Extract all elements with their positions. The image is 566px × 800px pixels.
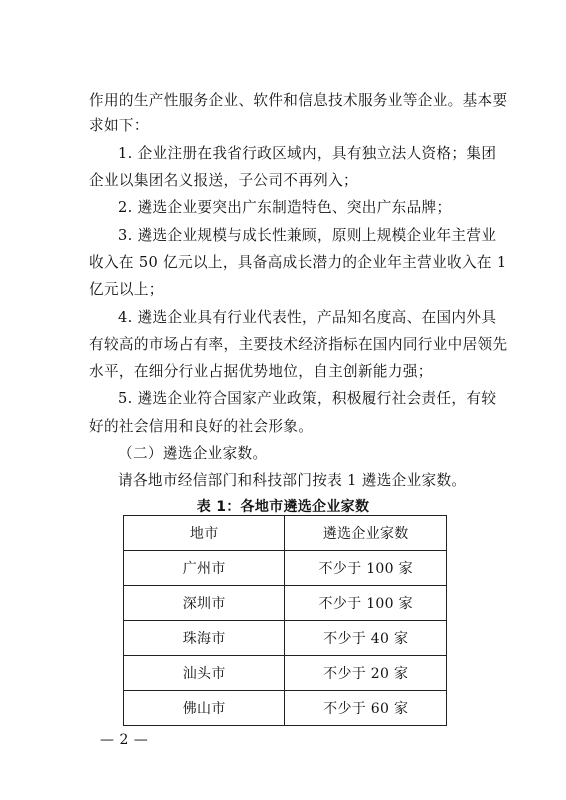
table-row — [124, 551, 447, 586]
table-cell-city: 深圳市 — [124, 586, 285, 621]
paragraph-line: 请各地市经信部门和科技部门按表 1 遴选企业家数。 — [118, 472, 467, 489]
table-header-cell: 地市 — [124, 516, 285, 551]
requirement-2-line: 2. 遴选企业要突出广东制造特色、突出广东品牌； — [118, 199, 452, 216]
requirement-3-line: 收入在 50 亿元以上，具备高成长潜力的企业年主营业收入在 1 — [89, 254, 507, 271]
page-number: — 2 — — [100, 732, 149, 748]
table-cell-count: 不少于 60 家 — [285, 691, 447, 726]
table-row — [124, 586, 447, 621]
paragraph-line: 作用的生产性服务企业、软件和信息技术服务业等企业。基本要 — [89, 92, 508, 109]
table-header-row — [124, 516, 447, 551]
table-cell-count: 不少于 100 家 — [285, 586, 447, 621]
paragraph-line: 求如下： — [89, 117, 149, 134]
requirement-5-line: 5. 遴选企业符合国家产业政策，积极履行社会责任，有较 — [118, 390, 497, 407]
table-cell-city: 佛山市 — [124, 691, 285, 726]
requirement-1-line: 企业以集团名义报送，子公司不再列入； — [89, 172, 358, 189]
table-cell-count: 不少于 20 家 — [285, 656, 447, 691]
requirement-4-line: 水平，在细分行业占据优势地位，自主创新能力强； — [89, 363, 433, 380]
table-cell-city: 汕头市 — [124, 656, 285, 691]
requirement-4-line: 有较高的市场占有率，主要技术经济指标在国内同行业中居领先 — [89, 336, 508, 353]
table-title: 表 1：各地市遴选企业家数 — [196, 499, 370, 515]
requirement-3-line: 亿元以上； — [89, 281, 164, 298]
table-row — [124, 691, 447, 726]
table-cell-city: 珠海市 — [124, 621, 285, 656]
requirement-5-line: 好的社会信用和良好的社会形象。 — [89, 418, 314, 435]
requirement-4-line: 4. 遴选企业具有行业代表性，产品知名度高、在国内外具 — [118, 309, 497, 326]
table-header-cell: 遴选企业家数 — [285, 516, 447, 551]
data-table — [123, 515, 447, 726]
table-cell-count: 不少于 100 家 — [285, 551, 447, 586]
table-row — [124, 621, 447, 656]
table-cell-count: 不少于 40 家 — [285, 621, 447, 656]
table-cell-city: 广州市 — [124, 551, 285, 586]
requirement-3-line: 3. 遴选企业规模与成长性兼顾，原则上规模企业年主营业 — [118, 227, 497, 244]
table-row — [124, 656, 447, 691]
requirement-1-line: 1. 企业注册在我省行政区域内，具有独立法人资格；集团 — [118, 145, 497, 162]
section-heading: （二）遴选企业家数。 — [118, 445, 268, 462]
